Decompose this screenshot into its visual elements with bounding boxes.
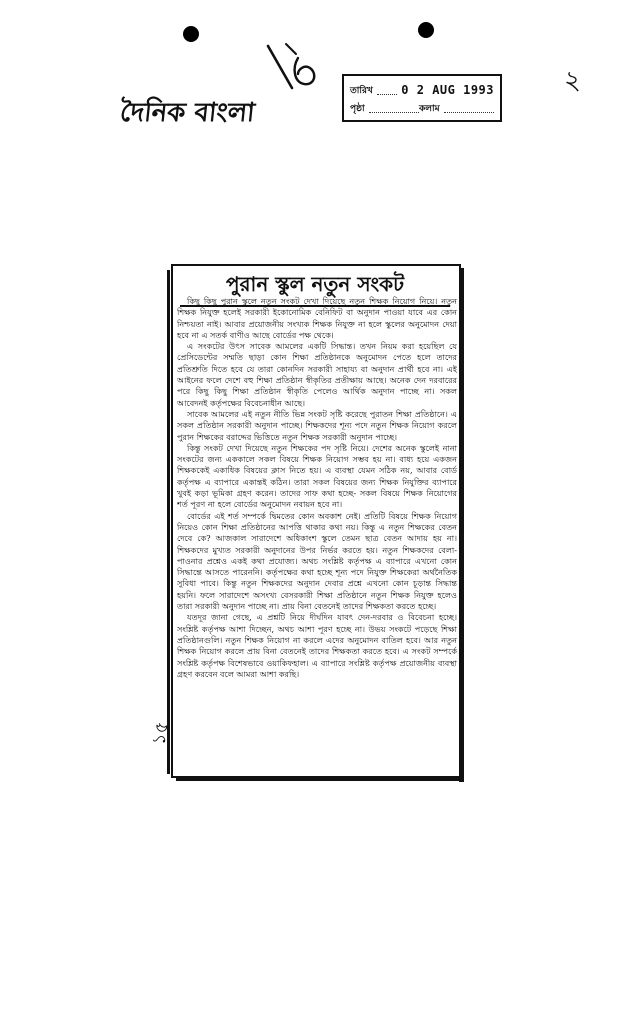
page-number: ২ — [564, 66, 581, 96]
article-paragraph: কিছু কিছু পুরান স্কুলে নতুন সংকট দেখা দিয়েছে নতুন শিক্ষক নিয়োগ নিয়ে। নতুন শিক্ষক নিযুক্ত হলেই সরকারী ইকোনোমিক বেনিফিট বা অনুদান পাওয়া যাবে এর কোন নিশ্চয়তা নাই। আবার প্রয়োজনীয় সংখ্যক শিক্ষক নিযুক্ত না হলে স্কুলের অনুমোদন দেয়া হবে না এ সতর্ক বাণীও আছে বোর্ডের পক্ষ থেকে। — [177, 296, 457, 340]
article-paragraph: এ সংকটের উৎস সাবেক আমলের একটি সিদ্ধান্ত। তখন নিয়ম করা হয়েছিল যে প্রেসিডেন্টের সম্মতি ছাড়া কোন শিক্ষা প্রতিষ্ঠানকে অনুমোদন পেতে হলে তাদের প্রতিশ্রুতি দিতে হবে যে তারা কোনদিন সরকারী সাহায্য বা অনুদান প্রার্থী হবে না। এই আইনের ফলে দেশে বহু শিক্ষা প্রতিষ্ঠান স্বীকৃতির প্রতীক্ষায় আছে। অনেক দেন দরবারের পরে কিছু কিছু শিক্ষা প্রতিষ্ঠান স্বীকৃতি পেলেও আর্থিক অনুদান পাচ্ছে না। সকল আবেদনই কর্তৃপক্ষের বিবেচনাধীন আছে। — [177, 341, 457, 408]
article-paragraph: কিন্তু সংকট দেখা দিয়েছে নতুন শিক্ষকের পদ সৃষ্টি নিয়ে। দেশের অনেক স্কুলেই নানা সংকটের জন্য এককালে সকল বিষয়ে শিক্ষক নিয়োগ সম্ভব হয় না। বাধ্য হয়ে একজন শিক্ষককেই একাধিক বিষয়ের ক্লাস নিতে হয়। এ ব্যবস্থা যেমন সঠিক নয়, আবার বোর্ড কর্তৃপক্ষ এ ব্যাপারে একান্তই কঠিন। তারা সকল বিষয়ের জন্য শিক্ষক নিযুক্তির ব্যাপারে খুবই কড়া ভূমিকা গ্রহণ করেন। তাদের সাফ কথা হচ্ছে- সকল বিষয়ে শিক্ষক নিয়োগের শর্ত পূরণ না হলে বোর্ডের অনুমোদন নবায়ন হবে না। — [177, 442, 457, 510]
margin-annotation: ১৫ — [148, 719, 174, 747]
handwritten-note — [262, 40, 332, 100]
date-stamp — [342, 74, 502, 122]
stamp-page-label: পৃষ্ঠা — [350, 103, 365, 114]
article-paragraph: সাবেক আমলের এই নতুন নীতি ভিন্ন সংকট সৃষ্টি করেছে পুরাতন শিক্ষা প্রতিষ্ঠানে। এ সকল প্রতিষ্ঠান সরকারী অনুদান পাচ্ছে। শিক্ষকদের শূন্য পদে নতুন শিক্ষক নিয়োগ করলে পুরান শিক্ষকের বরাদ্দের ভিত্তিতে নতুন শিক্ষক সরকারী অনুদান পাচ্ছে। — [177, 408, 457, 442]
article-body — [177, 296, 457, 772]
stamp-dotted-line — [377, 86, 397, 95]
stamp-date-value: 0 2 AUG 1993 — [401, 83, 494, 97]
punch-hole-right — [418, 22, 434, 38]
clipping-edge-right — [459, 268, 464, 782]
clipping-edge-bottom — [176, 776, 464, 781]
article-headline: পুরান স্কুল নতুন সংকট — [180, 270, 450, 307]
clipping-edge-left — [167, 270, 170, 774]
stamp-dotted-line — [444, 104, 494, 113]
punch-hole-left — [183, 26, 199, 42]
newspaper-masthead: দৈনিক বাংলা — [118, 98, 257, 128]
article-paragraph: বোর্ডের এই শর্ত সম্পর্কে দ্বিমতের কোন অবকাশ নেই। প্রতিটি বিষয়ে শিক্ষক নিয়োগ নিয়েও কোন শিক্ষা প্রতিষ্ঠানের আপত্তি থাকার কথা নয়। কিন্তু এ নতুন শিক্ষকের বেতন দেবে কে? আজকাল সারাদেশে অধিকাংশ স্কুলে তেমন ছাত্র বেতন আদায় হয় না। শিক্ষকদের মুখ্যত সরকারী অনুদানের উপর নির্ভর করতে হয়। নতুন শিক্ষকদের বেলা-পাওনার প্রশ্নেও একই কথা প্রযোজ্য। অথচ সংশ্লিষ্ট কর্তৃপক্ষ এ ব্যাপারে এখনো কোন সিদ্ধান্তে আসতে পারেননি। কর্তৃপক্ষের কথা হচ্ছে শূন্য পদে নিযুক্ত শিক্ষকেরা অর্থনৈতিক সুবিধা পাবে। কিন্তু নতুন শিক্ষকদের অনুদান দেবার প্রশ্নে এখনো কোন চূড়ান্ত সিদ্ধান্ত হয়নি। ফলে সারাদেশে অসংখ্য বেসরকারী শিক্ষা প্রতিষ্ঠানে নতুন শিক্ষক নিযুক্ত হলেও তারা সরকারী অনুদান পাচ্ছে না। প্রায় বিনা বেতনেই তাদের শিক্ষকতা করতে হচ্ছে। — [177, 510, 457, 612]
stamp-dotted-line — [369, 104, 419, 113]
stamp-date-label: তারিখ — [350, 85, 373, 96]
article-paragraph: যতদূর জানা গেছে, এ প্রশ্নটি নিয়ে দীর্ঘদিন যাবৎ দেন-দরবার ও বিবেচনা হচ্ছে। সংশ্লিষ্ট কর্তৃপক্ষ আশা দিচ্ছেন, অথচ আশা পূরণ হচ্ছে না। উভয় সংকটে পড়েছে শিক্ষা প্রতিষ্ঠানগুলি। নতুন শিক্ষক নিয়োগ না করলে এদের অনুমোদন বাতিল হবে। আর নতুন শিক্ষক নিয়োগ করলে প্রায় বিনা বেতনেই তাদের শিক্ষকতা করতে হবে। এ সংকট সম্পর্কে সংশ্লিষ্ট কর্তৃপক্ষ বিশেষভাবে ওয়াকিফহাল। এ ব্যাপারে সংশ্লিষ্ট কর্তৃপক্ষ প্রয়োজনীয় ব্যবস্থা গ্রহণ করবেন বলে আমরা আশা করছি। — [177, 612, 457, 679]
stamp-column-label: কলাম — [418, 103, 440, 114]
